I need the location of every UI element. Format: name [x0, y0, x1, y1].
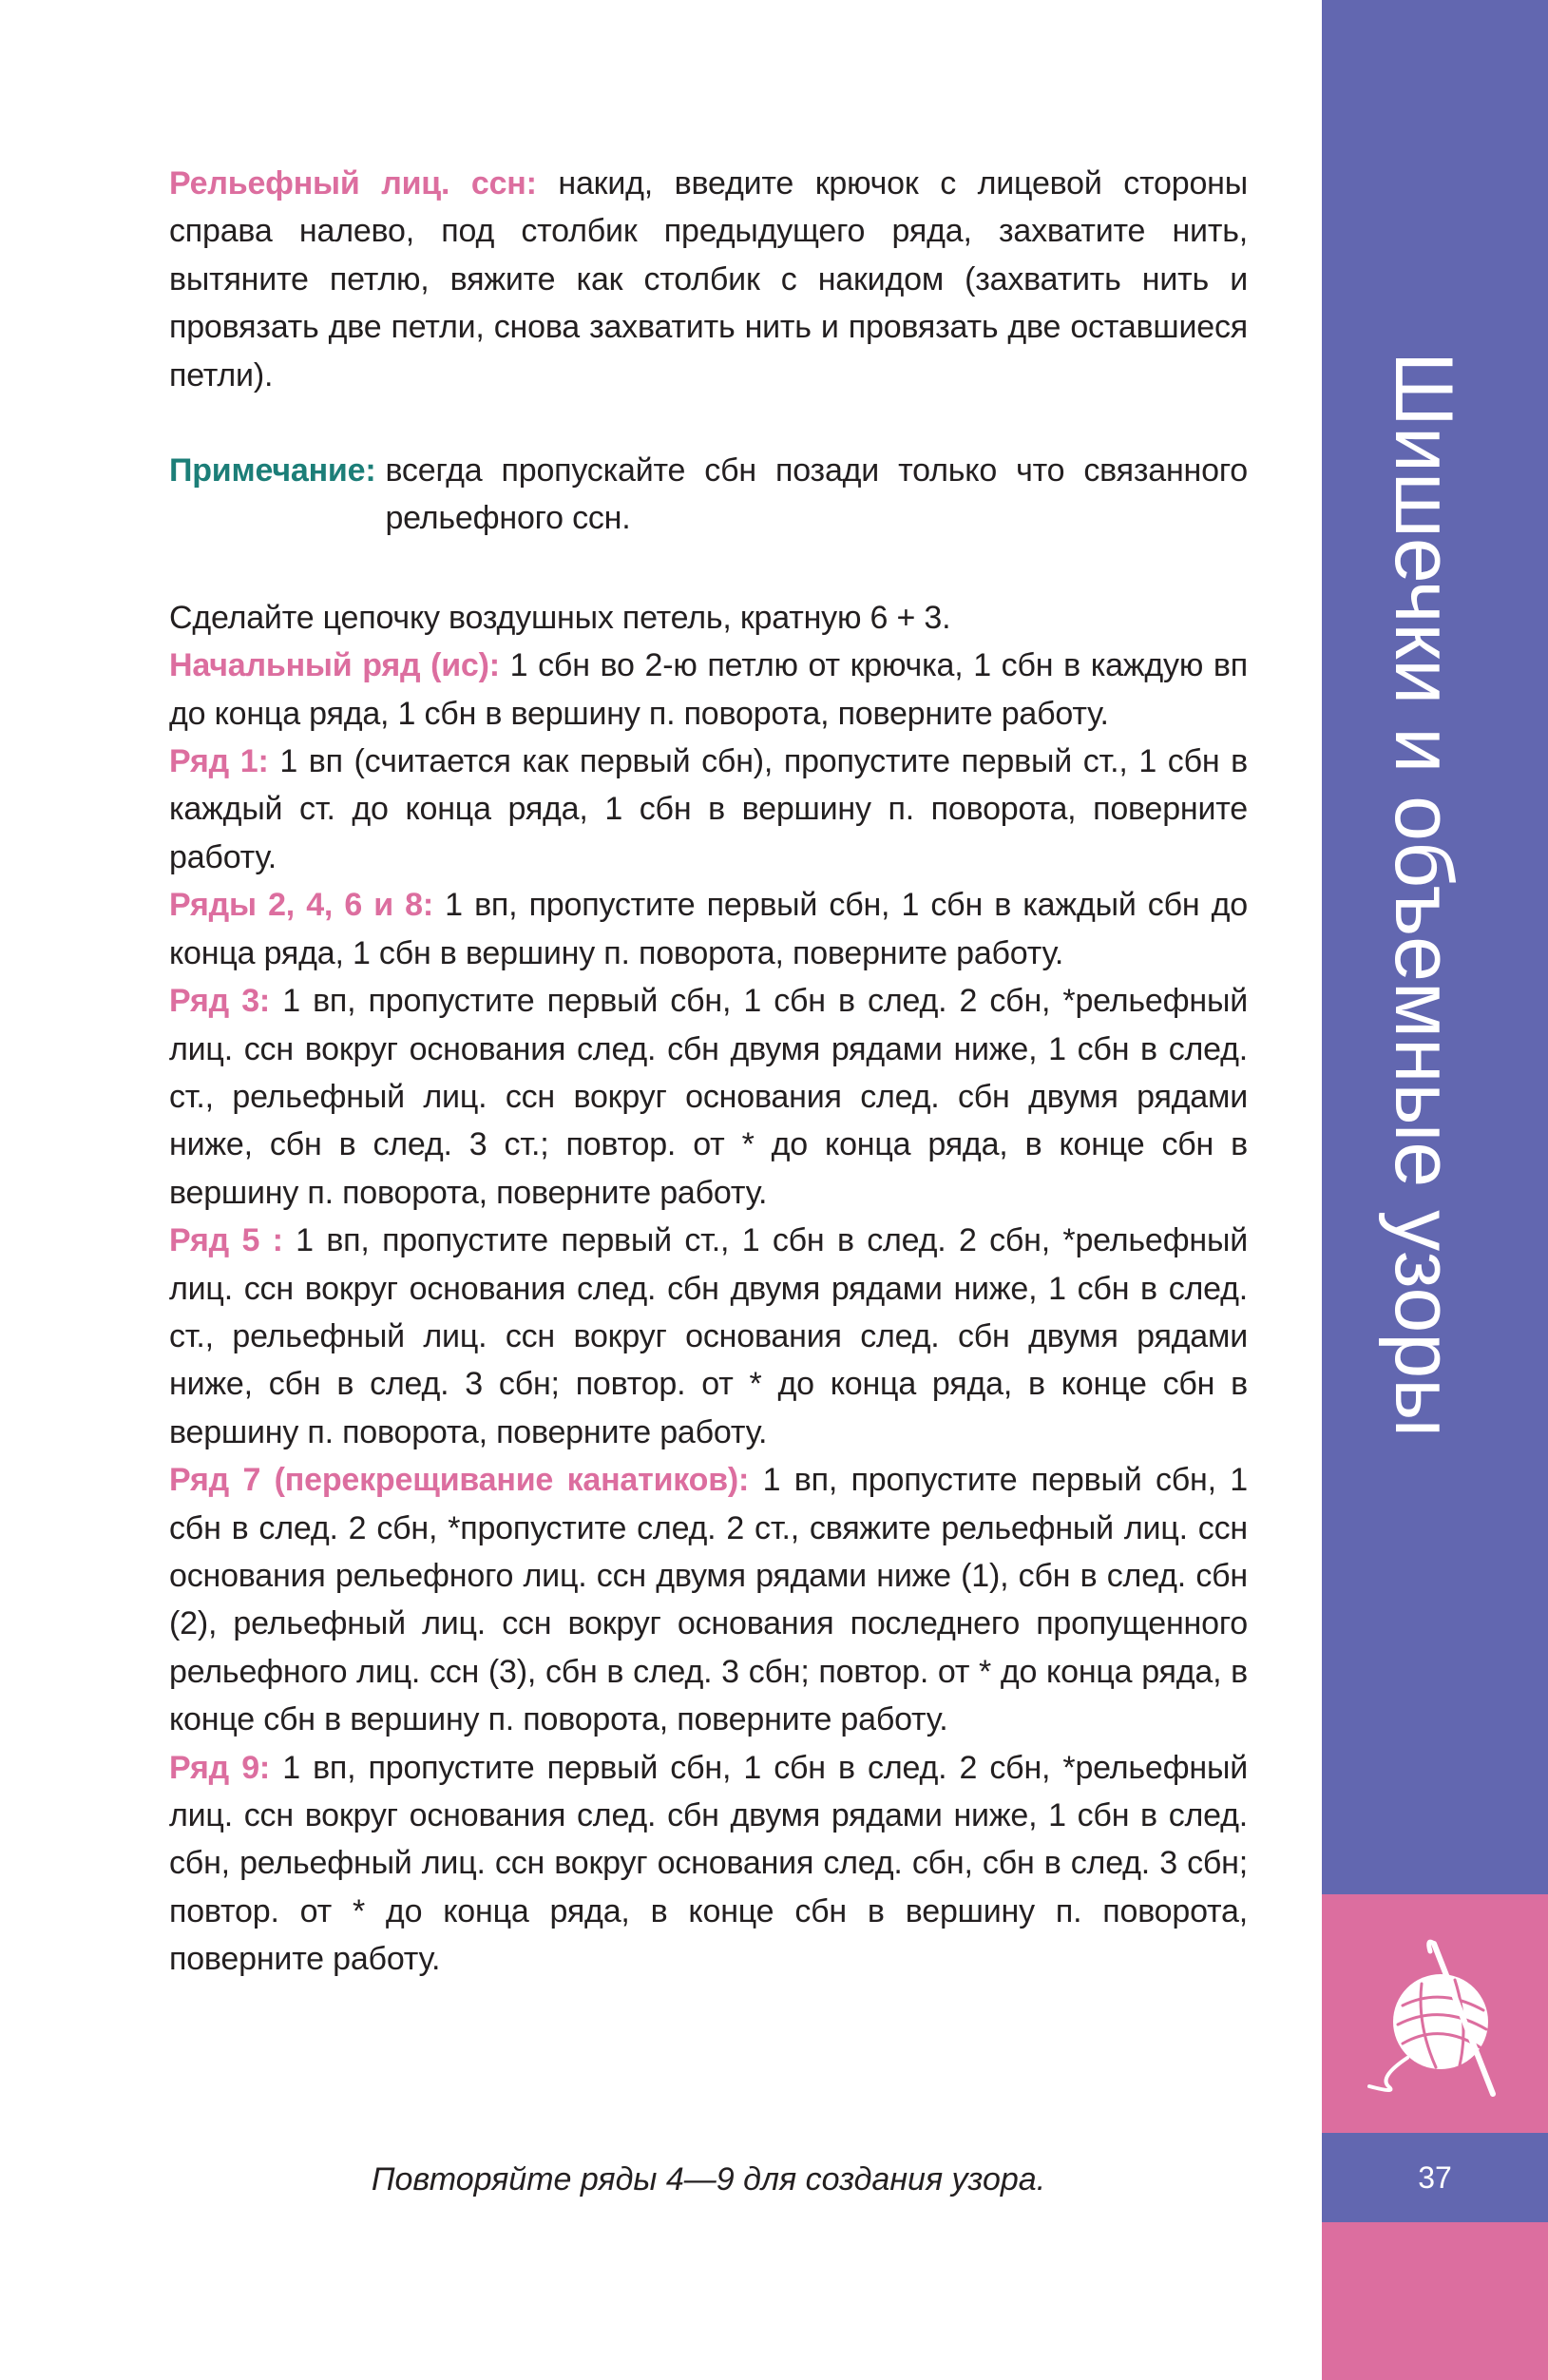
row-text: 1 вп (считается как первый сбн), пропустите первый ст., 1 сбн в каждый ст. до конца ряда, 1 сбн в вершину п. поворота, поверните работу.	[169, 743, 1248, 875]
chapter-title: Шишечки и объемные узоры	[1378, 352, 1469, 1438]
row-text: 1 вп, пропустите первый сбн, 1 сбн в след. 2 сбн, *рельефный лиц. ссн вокруг основания след. сбн двумя рядами ниже, 1 сбн в след. сбн, рельефный лиц. ссн вокруг основания след. сбн, сбн в след. 3 сбн; повтор. от * до конца ряда, в конце сбн в вершину п. поворота, поверните работу.	[169, 1749, 1248, 1978]
row-instruction	[169, 1744, 1248, 1984]
page-number: 37	[1418, 2159, 1452, 2195]
row-text: 1 вп, пропустите первый ст., 1 сбн в след. 2 сбн, *рельефный лиц. ссн вокруг основания след. сбн двумя рядами ниже, 1 сбн в след. ст., рельефный лиц. ссн вокруг основания след. сбн двумя рядами ниже, сбн в след. 3 сбн; повтор. от * до конца ряда, в конце сбн в вершину п. поворота, поверните работу.	[169, 1222, 1248, 1450]
row-label: Ряд 7 (перекрещивание канатиков):	[169, 1462, 750, 1499]
row-label: Ряды 2, 4, 6 и 8:	[169, 887, 433, 924]
repeat-instruction: Повторяйте ряды 4—9 для создания узора.	[371, 2161, 1046, 2198]
note-text: всегда пропускайте сбн позади только что связанного рельефного ссн.	[385, 452, 1248, 537]
row-text: 1 вп, пропустите первый сбн, 1 сбн в след. 2 сбн, *пропустите след. 2 ст., свяжите рельефный лиц. ссн основания рельефного лиц. ссн двумя рядами ниже (1), сбн в след. сбн (2), рельефный лиц. ссн вокруг основания последнего пропущенного рельефного лиц. ссн (3), сбн в след. 3 сбн; повтор. от * до конца ряда, в конце сбн в вершину п. поворота, поверните работу.	[169, 1462, 1249, 1738]
row-label: Ряд 5 :	[169, 1222, 283, 1259]
row-instruction	[169, 1456, 1248, 1743]
row-label: Ряд 1:	[169, 743, 269, 780]
row-label: Начальный ряд (ис):	[169, 647, 500, 684]
row-label: Ряд 3:	[169, 983, 271, 1020]
row-instruction	[169, 1217, 1248, 1456]
paragraph-text: накид, введите крючок с лицевой стороны справа налево, под столбик предыдущего ряда, захватите нить, вытяните петлю, вяжите как столбик с накидом (захватить нить и провязать две петли, снова захватить нить и провязать две оставшиеся петли).	[169, 165, 1248, 393]
row-instruction	[169, 881, 1248, 977]
term-label: Рельефный лиц. ссн:	[169, 165, 537, 202]
yarn-ball-crochet-hook-icon	[1350, 1934, 1512, 2105]
row-text: 1 сбн во 2-ю петлю от крючка, 1 сбн в каждую вп до конца ряда, 1 сбн в вершину п. поворота, поверните работу.	[169, 647, 1248, 732]
intro-text: Сделайте цепочку воздушных петель, кратную 6 + 3.	[169, 599, 951, 636]
main-text	[169, 160, 1248, 1984]
note-block	[169, 447, 1248, 543]
chapter-sidebar	[1322, 0, 1548, 2380]
paragraph-relief-stitch	[169, 160, 1248, 399]
note-label: Примечание:	[169, 452, 376, 489]
row-instruction	[169, 642, 1248, 738]
row-text: 1 вп, пропустите первый сбн, 1 сбн в каждый сбн до конца ряда, 1 сбн в вершину п. поворота, поверните работу.	[169, 887, 1248, 971]
row-instruction	[169, 977, 1248, 1217]
sidebar-band-bottom	[1322, 2222, 1548, 2380]
row-label: Ряд 9:	[169, 1749, 271, 1786]
row-text: 1 вп, пропустите первый сбн, 1 сбн в след. 2 сбн, *рельефный лиц. ссн вокруг основания след. сбн двумя рядами ниже, 1 сбн в след. ст., рельефный лиц. ссн вокруг основания след. сбн двумя рядами ниже, сбн в след. 3 ст.; повтор. от * до конца ряда, в конце сбн в вершину п. поворота, поверните работу.	[169, 983, 1248, 1211]
row-instruction	[169, 738, 1248, 881]
